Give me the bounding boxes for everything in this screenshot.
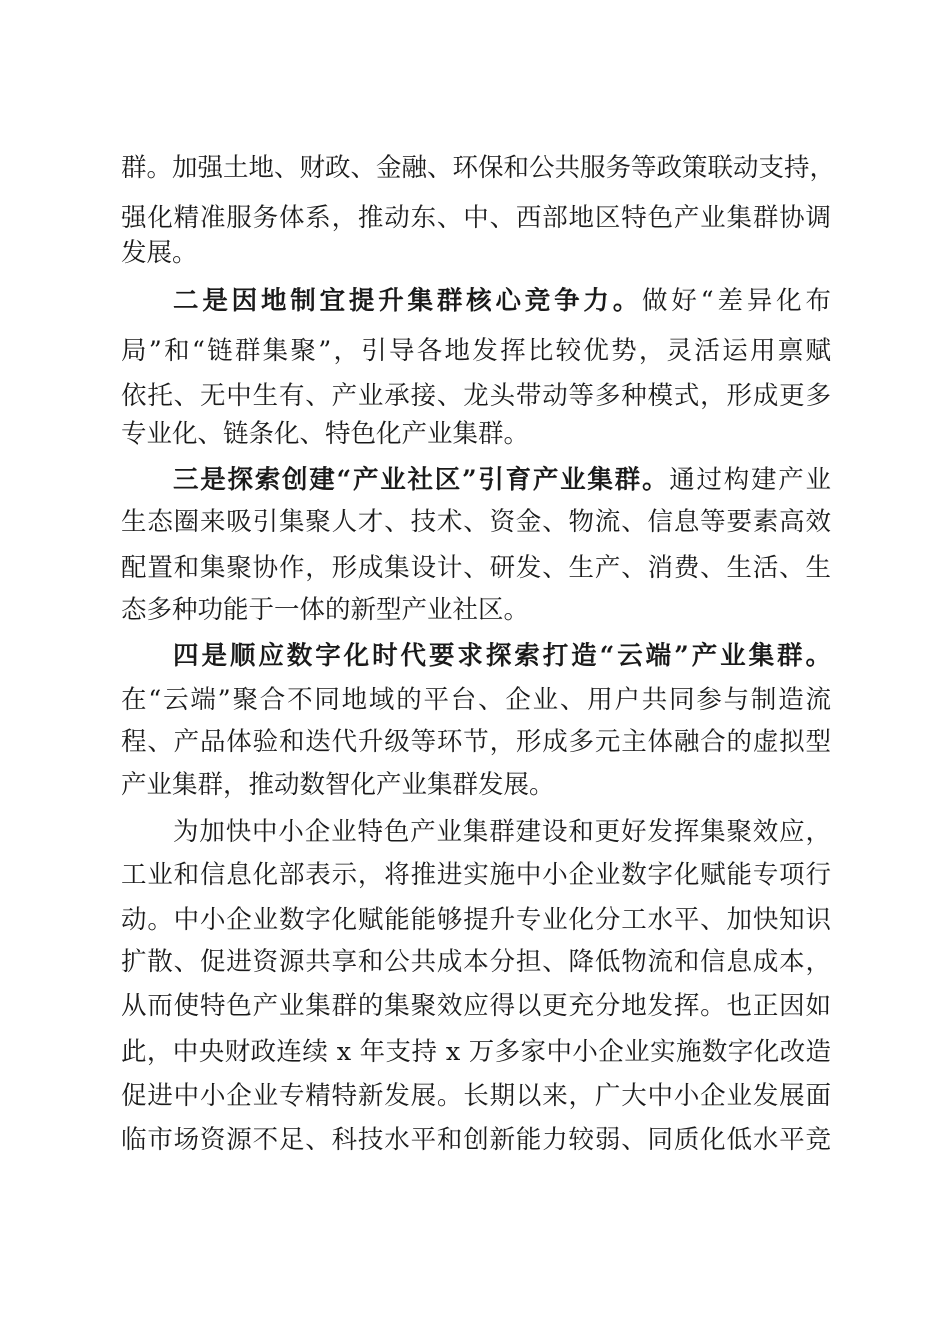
p4-line-3: 产业集群，推动数智化产业集群发展。 xyxy=(121,770,555,800)
p5-line-8: 临市场资源不足、科技水平和创新能力较弱、同质化低水平竞 xyxy=(121,1125,831,1155)
p2-line-3: 依托、无中生有、产业承接、龙头带动等多种模式，形成更多 xyxy=(121,381,831,411)
p3-first-line xyxy=(173,460,831,500)
p5-line-7: 促进中小企业专精特新发展。长期以来，广大中小企业发展面 xyxy=(121,1081,831,1111)
p4-heading: 四是顺应数字化时代要求探索打造“云端”产业集群。 xyxy=(173,641,831,671)
p2-line-4: 专业化、链条化、特色化产业集群。 xyxy=(121,419,530,449)
p3-line-1: 通过构建产业 xyxy=(669,465,831,495)
p4-line-2: 程、产品体验和迭代升级等环节，形成多元主体融合的虚拟型 xyxy=(121,727,831,757)
p5-line-2: 工业和信息化部表示，将推进实施中小企业数字化赋能专项行 xyxy=(121,860,831,890)
p3-line-2: 生态圈来吸引集聚人才、技术、资金、物流、信息等要素高效 xyxy=(121,507,831,537)
p3-line-4: 态多种功能于一体的新型产业社区。 xyxy=(121,595,530,625)
p5-line-5: 从而使特色产业集群的集聚效应得以更充分地发挥。也正因如 xyxy=(121,991,831,1021)
p2-heading: 二是因地制宜提升集群核心竞争力。 xyxy=(173,286,643,316)
p1-line-3: 发展。 xyxy=(121,238,198,268)
p1-line-2: 强化精准服务体系，推动东、中、西部地区特色产业集群协调 xyxy=(121,203,831,233)
p5-line-6: 此，中央财政连续 x 年支持 x 万多家中小企业实施数字化改造 xyxy=(121,1037,831,1067)
p3-line-3: 配置和集聚协作，形成集设计、研发、生产、消费、生活、生 xyxy=(121,553,831,583)
p5-line-1: 为加快中小企业特色产业集群建设和更好发挥集聚效应， xyxy=(173,817,831,847)
p5-line-4: 扩散、促进资源共享和公共成本分担、降低物流和信息成本， xyxy=(121,947,831,977)
p2-line-1: 做好“差异化布 xyxy=(642,286,831,316)
p4-first-line xyxy=(173,636,831,676)
p1-line-1: 群。加强土地、财政、金融、环保和公共服务等政策联动支持， xyxy=(121,153,836,183)
p3-heading: 三是探索创建“产业社区”引育产业集群。 xyxy=(173,465,670,495)
p2-line-2: 局”和“链群集聚”，引导各地发挥比较优势，灵活运用禀赋 xyxy=(121,336,831,366)
p5-line-3: 动。中小企业数字化赋能能够提升专业化分工水平、加快知识 xyxy=(121,905,831,935)
p2-first-line xyxy=(173,281,831,321)
p4-line-1: 在“云端”聚合不同地域的平台、企业、用户共同参与制造流 xyxy=(121,685,831,715)
